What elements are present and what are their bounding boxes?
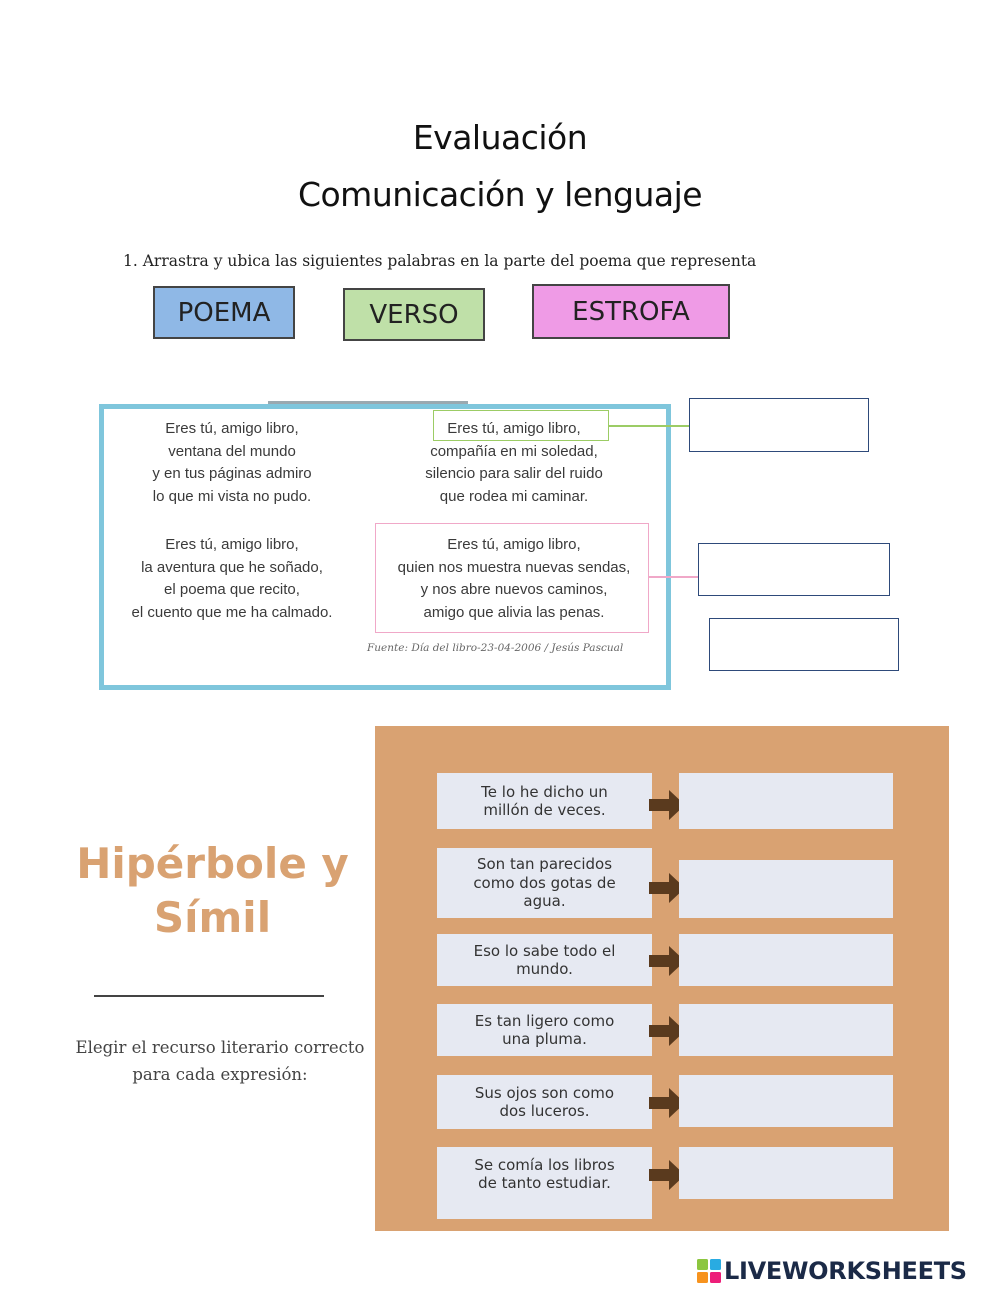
expression-line: Se comía los libros [474,1155,615,1174]
exercise2-instruction-line: Elegir el recurso literario correcto [75,1038,365,1057]
verse-connector-line [609,425,689,427]
poem-verse: el cuento que me ha calmado. [131,603,333,621]
answer-slot[interactable] [679,1004,893,1056]
expression-line: Eso lo sabe todo el [473,941,616,960]
word-chip-poema[interactable]: POEMA [153,286,295,339]
hyperbole-simile-title-line2: Símil [153,893,272,942]
poem-verse: compañía en mi soledad, [430,442,598,460]
answer-slot[interactable] [679,1075,893,1127]
poem-source: Fuente: Día del libro-23-04-2006 / Jesús Pascual [367,642,624,654]
expression-line: millón de veces. [483,801,606,819]
poem-verse: silencio para salir del ruido [425,465,603,482]
expression-card [437,773,652,829]
poem-verse: Eres tú, amigo libro, [447,420,581,437]
poem-verse: quien nos muestra nuevas sendas, [397,558,631,576]
liveworksheets-logo[interactable] [697,1256,967,1286]
expression-card [437,848,652,918]
expression-card [437,1004,652,1056]
answer-slot[interactable] [679,860,893,918]
hyperbole-simile-title: Hipérbole y [76,839,349,888]
exercise1-instruction: 1. Arrastra y ubica las siguientes palabras en la parte del poema que representa [123,252,757,270]
expression-line: Te lo he dicho un [481,782,608,801]
exercise2-instruction-line: para cada expresión: [132,1065,308,1084]
poem-verse: lo que mi vista no pudo. [152,487,312,505]
expression-line: dos luceros. [499,1102,590,1120]
page-subtitle: Comunicación y lenguaje [297,175,703,214]
answer-slot[interactable] [679,773,893,829]
exercise2-instruction [60,1034,380,1088]
expression-card [437,1147,652,1219]
poem-verse: amigo que alivia las penas. [423,603,605,621]
poem-stanza [97,418,367,508]
expression-card [437,934,652,986]
poem-stanza [97,534,367,624]
poem-verse: la aventura que he soñado, [141,558,323,576]
expression-line: mundo. [516,960,573,978]
expression-card [437,1075,652,1129]
word-chip-estrofa[interactable]: ESTROFA [532,284,730,339]
poem-verse: que rodea mi caminar. [439,487,589,505]
poem-verse: Eres tú, amigo libro, [165,420,299,437]
poem-verse: Eres tú, amigo libro, [447,536,581,553]
stanza-highlight [375,523,649,633]
liveworksheets-logo-icon [697,1259,721,1283]
drop-target-estrofa[interactable] [698,543,890,596]
expression-line: Son tan parecidos [476,855,613,874]
stanza-connector-line [649,576,699,578]
page-title: Evaluación [412,118,588,157]
poem-verse: el poema que recito, [164,581,300,598]
expression-line: como dos gotas de [473,873,616,892]
drop-target-poema[interactable] [709,618,899,671]
word-chip-verso[interactable]: VERSO [343,288,485,341]
expression-line: agua. [523,892,566,911]
poem-verse: Eres tú, amigo libro, [165,536,299,553]
liveworksheets-brand-text: LIVEWORKSHEETS [724,1257,967,1285]
expression-line: una pluma. [502,1030,587,1048]
verse-highlight [433,410,609,441]
expression-line: de tanto estudiar. [478,1174,611,1192]
expression-line: Sus ojos son como [474,1083,615,1102]
drop-target-verso[interactable] [689,398,869,452]
poem-verse: y en tus páginas admiro [152,465,312,482]
expression-line: Es tan ligero como [474,1011,615,1030]
poem-verse: y nos abre nuevos caminos, [420,581,608,598]
poem-verse: ventana del mundo [168,442,296,460]
answer-slot[interactable] [679,1147,893,1199]
answer-slot[interactable] [679,934,893,986]
divider [94,995,324,997]
